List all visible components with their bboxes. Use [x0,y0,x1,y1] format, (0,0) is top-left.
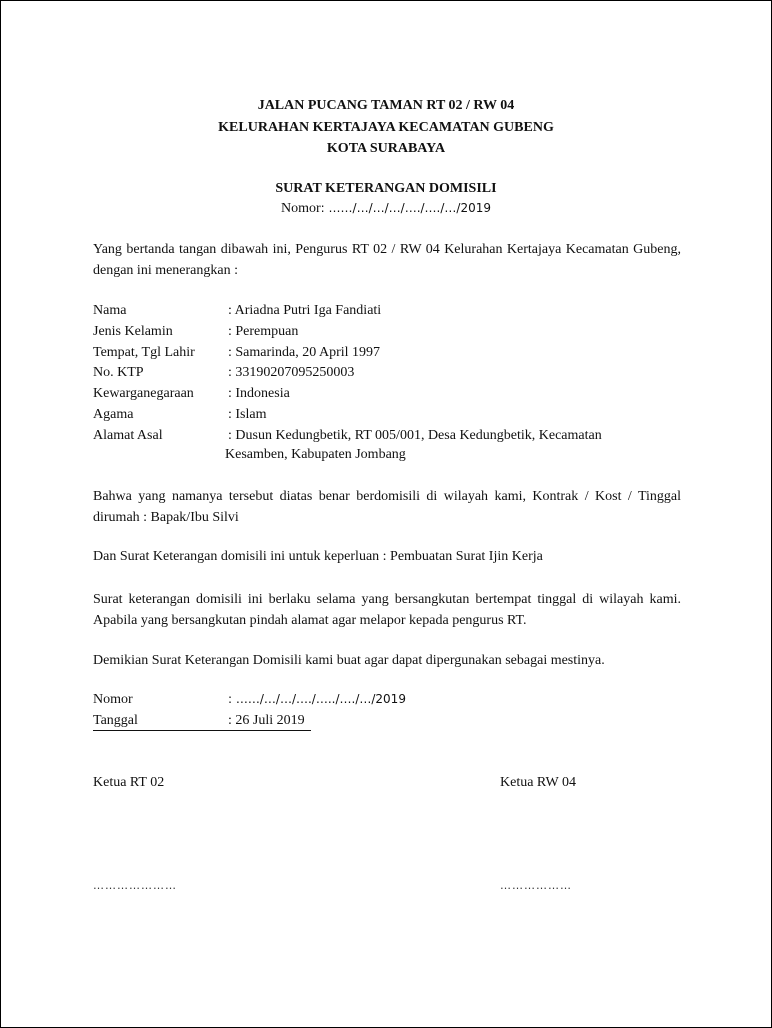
signature-rt-line: ………………… [93,879,177,892]
footer-nomor-label: Nomor [93,692,133,707]
header-address-line: JALAN PUCANG TAMAN RT 02 / RW 04 [257,98,515,113]
signature-rt-title: Ketua RT 02 [93,775,165,790]
domicile-paragraph: Bahwa yang namanya tersebut diatas benar berdomisili di wilayah kami, Kontrak / Kost / Tinggal dirumah : Bapak/Ibu Silvi [93,489,681,525]
letter-title: SURAT KETERANGAN DOMISILI [275,181,497,196]
field-label-agama: Agama [93,407,134,422]
signature-rw-title: Ketua RW 04 [500,775,576,790]
footer-nomor-value [228,691,406,708]
field-label-kewarganegaraan: Kewarganegaraan [93,386,194,401]
intro-paragraph: Yang bertanda tangan dibawah ini, Pengurus RT 02 / RW 04 Kelurahan Kertajaya Kecamatan Gubeng, dengan ini menerangkan : [93,242,681,278]
field-value-ktp: : 33190207095250003 [228,365,355,380]
field-value-alamat-cont: Kesamben, Kabupaten Jombang [225,447,406,462]
footer-tanggal-label: Tanggal [93,713,138,728]
header-city-line: KOTA SURABAYA [326,141,446,156]
field-label-ttl: Tempat, Tgl Lahir [93,345,195,360]
field-value-kewarganegaraan: : Indonesia [228,386,290,401]
field-label-nama: Nama [93,303,127,318]
purpose-paragraph: Dan Surat Keterangan domisili ini untuk keperluan : Pembuatan Surat Ijin Kerja [93,549,543,564]
field-value-jenis-kelamin: : Perempuan [228,324,299,339]
signature-rw-line: ……………… [500,879,572,892]
validity-paragraph: Surat keterangan domisili ini berlaku selama yang bersangkutan bertempat tinggal di wilayah kami. Apabila yang bersangkutan pindah alamat agar melapor kepada pengurus RT. [93,592,681,628]
closing-paragraph: Demikian Surat Keterangan Domisili kami buat agar dapat dipergunakan sebagai mestinya. [93,653,605,668]
field-value-nama: : Ariadna Putri Iga Fandiati [228,303,382,318]
field-value-agama: : Islam [228,407,267,422]
letter-number [1,200,771,217]
footer-nomor-dots: : ……/…/…/…./…../…./…/2019 [228,692,406,706]
field-label-ktp: No. KTP [93,365,144,380]
letter-number-label: Nomor [281,201,321,216]
header-kelurahan-line: KELURAHAN KERTAJAYA KECAMATAN GUBENG [218,120,554,135]
footer-tanggal-value: : 26 Juli 2019 [228,713,305,728]
field-value-alamat: : Dusun Kedungbetik, RT 005/001, Desa Kedungbetik, Kecamatan [228,428,602,443]
field-value-ttl: : Samarinda, 20 April 1997 [228,345,381,360]
field-label-jenis-kelamin: Jenis Kelamin [93,324,173,339]
field-label-alamat: Alamat Asal [93,428,163,443]
letter-number-value: : ……/…/…/…/…./…./…/2019 [320,201,491,215]
